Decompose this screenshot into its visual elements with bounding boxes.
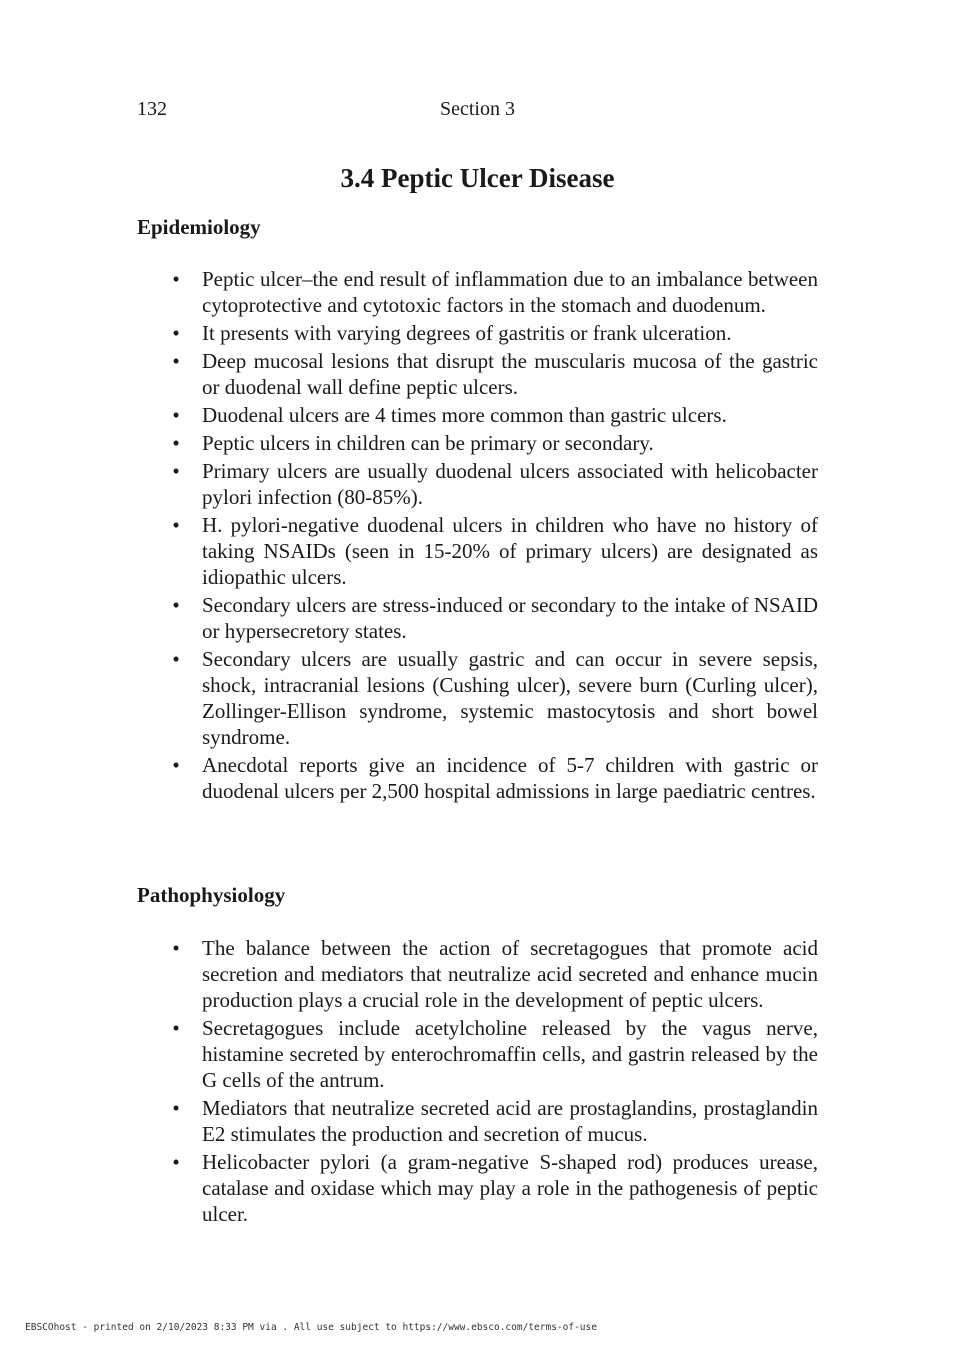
- bullet-icon: •: [172, 431, 180, 455]
- page-number: 132: [137, 98, 167, 120]
- bullet-icon: •: [172, 753, 180, 777]
- bullet-icon: •: [172, 513, 180, 537]
- bullet-text: Secondary ulcers are usually gastric and can occur in severe sepsis, shock, intracranial lesions (Cushing ulcer), severe burn (Curling ulcer), Zollinger-Ellison syndrome, systemic mastocytosis and short bowel syndrome.: [202, 647, 818, 749]
- list-item: [172, 320, 818, 346]
- bullet-icon: •: [172, 267, 180, 291]
- list-item: [172, 646, 818, 750]
- pathophysiology-bullet-list: [0, 935, 955, 1229]
- bullet-text: Peptic ulcers in children can be primary or secondary.: [202, 431, 654, 455]
- list-item: [172, 402, 818, 428]
- list-item: [172, 1015, 818, 1093]
- bullet-icon: •: [172, 647, 180, 671]
- list-item: [172, 348, 818, 400]
- running-head: Section 3: [440, 98, 515, 120]
- bullet-icon: •: [172, 1096, 180, 1120]
- bullet-icon: •: [172, 1016, 180, 1040]
- bullet-icon: •: [172, 349, 180, 373]
- bullet-text: Deep mucosal lesions that disrupt the muscularis mucosa of the gastric or duodenal wall define peptic ulcers.: [202, 349, 818, 399]
- list-item: [172, 512, 818, 590]
- bullet-text: Peptic ulcer–the end result of inflammation due to an imbalance between cytoprotective and cytotoxic factors in the stomach and duodenum.: [202, 267, 818, 317]
- list-item: [172, 1149, 818, 1227]
- bullet-text: It presents with varying degrees of gastritis or frank ulceration.: [202, 321, 732, 345]
- list-item: [172, 752, 818, 804]
- list-item: [172, 935, 818, 1013]
- bullet-text: Secretagogues include acetylcholine released by the vagus nerve, histamine secreted by enterochromaffin cells, and gastrin released by the G cells of the antrum.: [202, 1016, 818, 1092]
- bullet-icon: •: [172, 593, 180, 617]
- list-item: [172, 458, 818, 510]
- list-item: [172, 1095, 818, 1147]
- list-item: [172, 592, 818, 644]
- bullet-text: Secondary ulcers are stress-induced or secondary to the intake of NSAID or hypersecretory states.: [202, 593, 818, 643]
- page-title: 3.4 Peptic Ulcer Disease: [340, 163, 615, 193]
- bullet-text: H. pylori-negative duodenal ulcers in children who have no history of taking NSAIDs (seen in 15-20% of primary ulcers) are designated as idiopathic ulcers.: [202, 513, 818, 589]
- bullet-icon: •: [172, 321, 180, 345]
- print-footer: EBSCOhost - printed on 2/10/2023 8:33 PM via . All use subject to https://www.ebsco.com/terms-of-use: [25, 1322, 597, 1333]
- bullet-icon: •: [172, 403, 180, 427]
- bullet-text: Helicobacter pylori (a gram-negative S-shaped rod) produces urease, catalase and oxidase which may play a role in the pathogenesis of peptic ulcer.: [202, 1150, 818, 1226]
- bullet-text: Mediators that neutralize secreted acid are prostaglandins, prostaglandin E2 stimulates the production and secretion of mucus.: [202, 1096, 818, 1146]
- bullet-icon: •: [172, 1150, 180, 1174]
- bullet-text: Primary ulcers are usually duodenal ulcers associated with helicobacter pylori infection (80-85%).: [202, 459, 818, 509]
- section-heading-pathophysiology: Pathophysiology: [137, 883, 286, 907]
- list-item: [172, 430, 818, 456]
- section-heading-epidemiology: Epidemiology: [137, 215, 261, 239]
- epidemiology-bullet-list: [0, 266, 955, 806]
- bullet-icon: •: [172, 459, 180, 483]
- bullet-text: Duodenal ulcers are 4 times more common than gastric ulcers.: [202, 403, 727, 427]
- bullet-text: The balance between the action of secretagogues that promote acid secretion and mediators that neutralize acid secreted and enhance mucin production plays a crucial role in the development of peptic ulcers.: [202, 936, 818, 1012]
- bullet-icon: •: [172, 936, 180, 960]
- bullet-text: Anecdotal reports give an incidence of 5-7 children with gastric or duodenal ulcers per 2,500 hospital admissions in large paediatric centres.: [202, 753, 818, 803]
- list-item: [172, 266, 818, 318]
